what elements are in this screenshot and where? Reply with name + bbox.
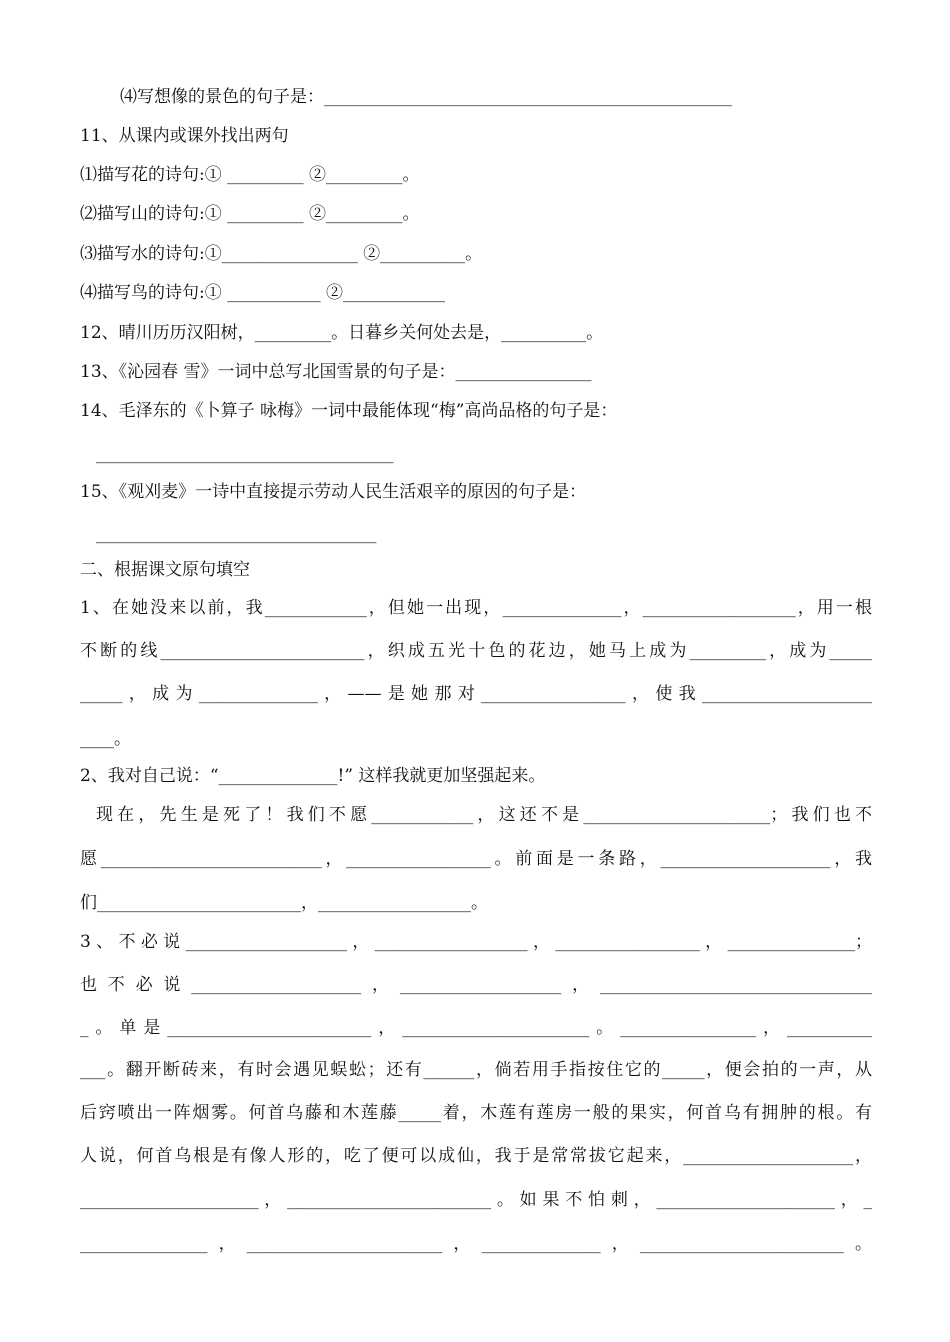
question-14: 14、毛泽东的《卜算子 咏梅》一词中最能体现“梅”高尚品格的句子是： — [80, 401, 618, 421]
text-line: 愿__________________________，_________________。前面是一条路，____________________，我 — [80, 849, 872, 869]
text-line: ⑵描写山的诗句:① _________ ②_________。 — [80, 204, 420, 224]
text-line: _____________________，________________________。如果不怕刺，_____________________，_ — [80, 1190, 872, 1210]
text-line: ⑶描写水的诗句:①________________ ②__________。 — [80, 244, 483, 264]
text-line: 2、我对自己说：“______________!” 这样我就更加坚强起来。 — [80, 766, 546, 786]
text-line: _。单是________________________，______________________。________________，__________ — [80, 1018, 872, 1038]
text-line: ⑷描写鸟的诗句:① ___________ ②____________ — [80, 283, 446, 303]
text-line: ⑷写想像的景色的句子是：________________________________________________ — [120, 87, 732, 107]
answer-blank: _________________________________ — [96, 524, 377, 544]
text-line: ____。 — [80, 729, 131, 749]
question-13: 13、《沁园春 雪》一词中总写北国雪景的句子是：________________ — [80, 362, 592, 382]
question-15: 15、《观刈麦》一诗中直接提示劳动人民生活艰辛的原因的句子是： — [80, 482, 587, 502]
text-line: 人说，何首乌根是有像人形的，吃了便可以成仙，我于是常常拔它起来，____________________， — [80, 1146, 872, 1166]
text-line: 不断的线________________________，织成五光十色的花边，她马上成为_________，成为_____ — [80, 641, 872, 661]
text-line: ___。翻开断砖来，有时会遇见蜈蚣；还有______，倘若用手指按住它的_____，便会拍的一声，从 — [80, 1060, 872, 1080]
section-2-heading: 二、根据课文原句填空 — [80, 560, 250, 580]
text-line: 现在，先生是死了！我们不愿____________，这还不是______________________；我们也不 — [96, 805, 872, 825]
text-line: _____，成为______________，——是她那对_________________，使我____________________ — [80, 684, 872, 704]
text-line: 1、在她没来以前，我____________，但她一出现，______________，__________________，用一根 — [80, 598, 872, 618]
text-line: 也不必说____________________，___________________，________________________________ — [80, 975, 872, 995]
question-12: 12、晴川历历汉阳树，_________。日暮乡关何处去是，__________。 — [80, 323, 604, 343]
text-line: 3、不必说___________________，__________________，_________________，_______________； — [80, 932, 872, 952]
text-line: 后窍喷出一阵烟雾。何首乌藤和木莲藤_____着，木莲有莲房一般的果实，何首乌有拥肿的根。有 — [80, 1103, 872, 1123]
question-11-heading: 11、从课内或课外找出两句 — [80, 126, 289, 146]
text-line: 们________________________，__________________。 — [80, 893, 488, 913]
answer-blank: ___________________________________ — [96, 444, 394, 464]
text-line: ⑴描写花的诗句:① _________ ②_________。 — [80, 165, 420, 185]
text-line: _______________，_______________________，______________，________________________。 — [80, 1234, 872, 1254]
